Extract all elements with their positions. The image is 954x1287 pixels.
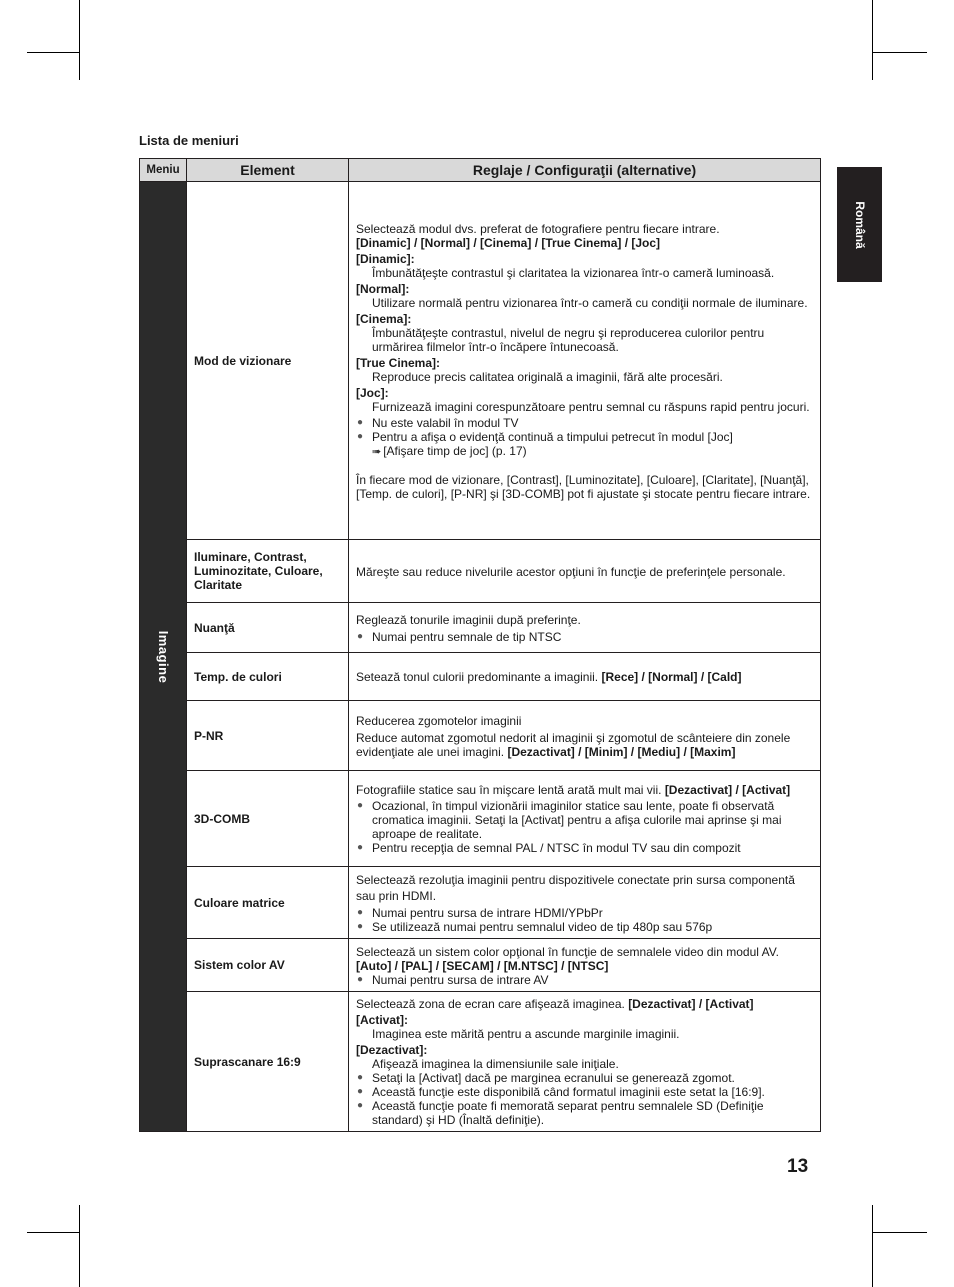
bullet-item: ● Această funcţie este disponibilă când formatul imaginii este setat la [16:9]. [356, 1085, 813, 1099]
crop-mark [872, 1205, 873, 1287]
mode-text: Reproduce precis calitatea originală a imaginii, fără alte procesări. [372, 369, 723, 384]
arrow-right-icon: ➠ [372, 445, 382, 458]
element-cell: 3D-COMB [187, 771, 349, 867]
bullet-item: ● Numai pentru semnale de tip NTSC [356, 630, 813, 644]
element-cell: P-NR [187, 701, 349, 771]
bullet-item: ● Numai pentru sursa de intrare HDMI/YPbPr [356, 906, 813, 920]
mode-label: [Dinamic]: [356, 251, 415, 266]
mode-label: [Joc]: [356, 385, 389, 400]
crop-mark [79, 0, 80, 80]
header-element: Element [187, 159, 349, 182]
crop-mark [872, 1232, 927, 1233]
table-row [140, 540, 821, 603]
settings-cell [349, 603, 821, 653]
element-cell: Temp. de culori [187, 653, 349, 701]
mode-label: [Cinema]: [356, 311, 412, 326]
element-cell: Nuanţă [187, 603, 349, 653]
mode-text: Îmbunătăţeşte contrastul, nivelul de negru şi reproducerea culorilor pentru urmărirea filmelor într-o încăpere întunecoasă. [372, 325, 765, 354]
element-cell: Culoare matrice [187, 867, 349, 939]
settings-cell [349, 771, 821, 867]
row-text: Reduce automat zgomotul nedorit al imaginii şi zgomotul de scânteiere din zonele evidenţiate ale unei imagini. [356, 730, 791, 759]
settings-cell [349, 939, 821, 992]
table-row [140, 771, 821, 867]
table-row [140, 653, 821, 701]
bullet-item: ● Această funcţie poate fi memorată separat pentru semnalele SD (Definiţie standard) şi HD (Înaltă definiţie). [356, 1099, 813, 1127]
header-settings: Reglaje / Configuraţii (alternative) [349, 159, 821, 182]
crop-mark [872, 0, 873, 80]
language-tab [837, 167, 882, 282]
row-note: În fiecare mod de vizionare, [Contrast], [Luminozitate], [Culoare], [Claritate], [Nuanţă], [Temp. de culori], [P-NR] şi [3D-COMB] pot fi ajustate şi stocate pentru fiecare intrare. [356, 472, 811, 501]
crop-mark [872, 52, 927, 53]
row-text: Fotografiile statice sau în mişcare lentă arată mult mai vii. [356, 783, 662, 797]
mode-text: Furnizează imagini corespunzătoare pentru semnal cu răspuns rapid pentru jocuri. [372, 399, 810, 414]
mode-label: [Dezactivat]: [356, 1043, 428, 1057]
row-text: Reglează tonurile imaginii după preferinţe. [356, 612, 581, 627]
row-text: Selectează un sistem color opţional în funcţie de semnalele video din modul AV. [356, 944, 779, 959]
mode-text: Imaginea este mărită pentru a ascunde marginile imaginii. [372, 1027, 680, 1041]
mode-label: [Activat]: [356, 1013, 409, 1027]
row-text: Selectează zona de ecran care afişează imaginea. [356, 997, 625, 1011]
settings-cell [349, 701, 821, 771]
settings-cell [349, 992, 821, 1132]
crop-mark [79, 1205, 80, 1287]
element-cell: Mod de vizionare [187, 182, 349, 540]
settings-cell [349, 867, 821, 939]
table-row [140, 992, 821, 1132]
table-row [140, 701, 821, 771]
header-menu: Meniu [140, 159, 187, 182]
table-row [140, 867, 821, 939]
mode-label: [Normal]: [356, 281, 410, 296]
row-text: Selectează rezoluţia imaginii pentru dispozitivele conectate prin sursa componentă sau prin HDMI. [356, 873, 795, 903]
bullet-item: ● Pentru a afişa o evidenţă continuă a timpului petrecut în modul [Joc] [356, 430, 813, 444]
table-row [140, 603, 821, 653]
bullet-item: ● Se utilizează numai pentru semnalul video de tip 480p sau 576p [356, 920, 813, 934]
menu-category-label: Imagine [156, 630, 171, 683]
reference-line [356, 444, 813, 459]
row-options: [Rece] / [Normal] / [Cald] [601, 670, 742, 684]
page-number: 13 [787, 1156, 809, 1177]
bullet-item: ● Ocazional, în timpul vizionării imaginilor statice sau lente, poate fi observată cromatica imaginii. Setaţi la [Activat] pentru a afişa culorile mai aprinse şi mai aproape de realitate. [356, 799, 813, 841]
crop-mark [27, 52, 80, 53]
bullet-item: ● Numai pentru sursa de intrare AV [356, 973, 813, 987]
bullet-item: ● Nu este valabil în modul TV [356, 416, 813, 430]
row-subtitle: Reducerea zgomotelor imaginii [356, 713, 522, 728]
element-cell: Iluminare, Contrast, Luminozitate, Culoare, Claritate [187, 540, 349, 603]
row-options: [Dezactivat] / [Minim] / [Mediu] / [Maxim] [507, 744, 736, 759]
settings-cell [349, 540, 821, 603]
row-intro: Selectează modul dvs. preferat de fotografiere pentru fiecare intrare. [356, 221, 720, 236]
element-cell: Suprascanare 16:9 [187, 992, 349, 1132]
crop-mark [27, 1232, 80, 1233]
settings-cell [349, 182, 821, 540]
mode-text: Utilizare normală pentru vizionarea într-o cameră cu condiţii normale de iluminare. [372, 295, 808, 310]
mode-text: Afişează imaginea la dimensiunile sale iniţiale. [372, 1057, 619, 1071]
section-title: Lista de meniuri [139, 133, 239, 148]
mode-text: Îmbunătăţeşte contrastul şi claritatea la vizionarea într-o cameră luminoasă. [372, 265, 775, 280]
row-text: Măreşte sau reduce nivelurile acestor opţiuni în funcţie de preferinţele personale. [356, 564, 786, 579]
settings-cell [349, 653, 821, 701]
mode-label: [True Cinema]: [356, 355, 441, 370]
bullet-item: ● Setaţi la [Activat] dacă pe marginea ecranului se generează zgomot. [356, 1071, 813, 1085]
row-options: [Dinamic] / [Normal] / [Cinema] / [True Cinema] / [Joc] [356, 235, 661, 250]
menu-category-cell [140, 182, 187, 1132]
menu-list-table [139, 158, 821, 1132]
row-options: [Auto] / [PAL] / [SECAM] / [M.NTSC] / [NTSC] [356, 958, 609, 973]
element-cell: Sistem color AV [187, 939, 349, 992]
row-options: [Dezactivat] / [Activat] [628, 997, 754, 1011]
table-header-row [140, 159, 821, 182]
row-options: [Dezactivat] / [Activat] [664, 783, 791, 797]
row-text: Setează tonul culorii predominante a imaginii. [356, 670, 599, 684]
language-tab-label: Română [852, 200, 867, 249]
table-row [140, 182, 821, 540]
table-row [140, 939, 821, 992]
bullet-item: ● Pentru recepţia de semnal PAL / NTSC în modul TV sau din compozit [356, 841, 813, 855]
reference-link[interactable]: [Afişare timp de joc] (p. 17) [383, 443, 527, 458]
